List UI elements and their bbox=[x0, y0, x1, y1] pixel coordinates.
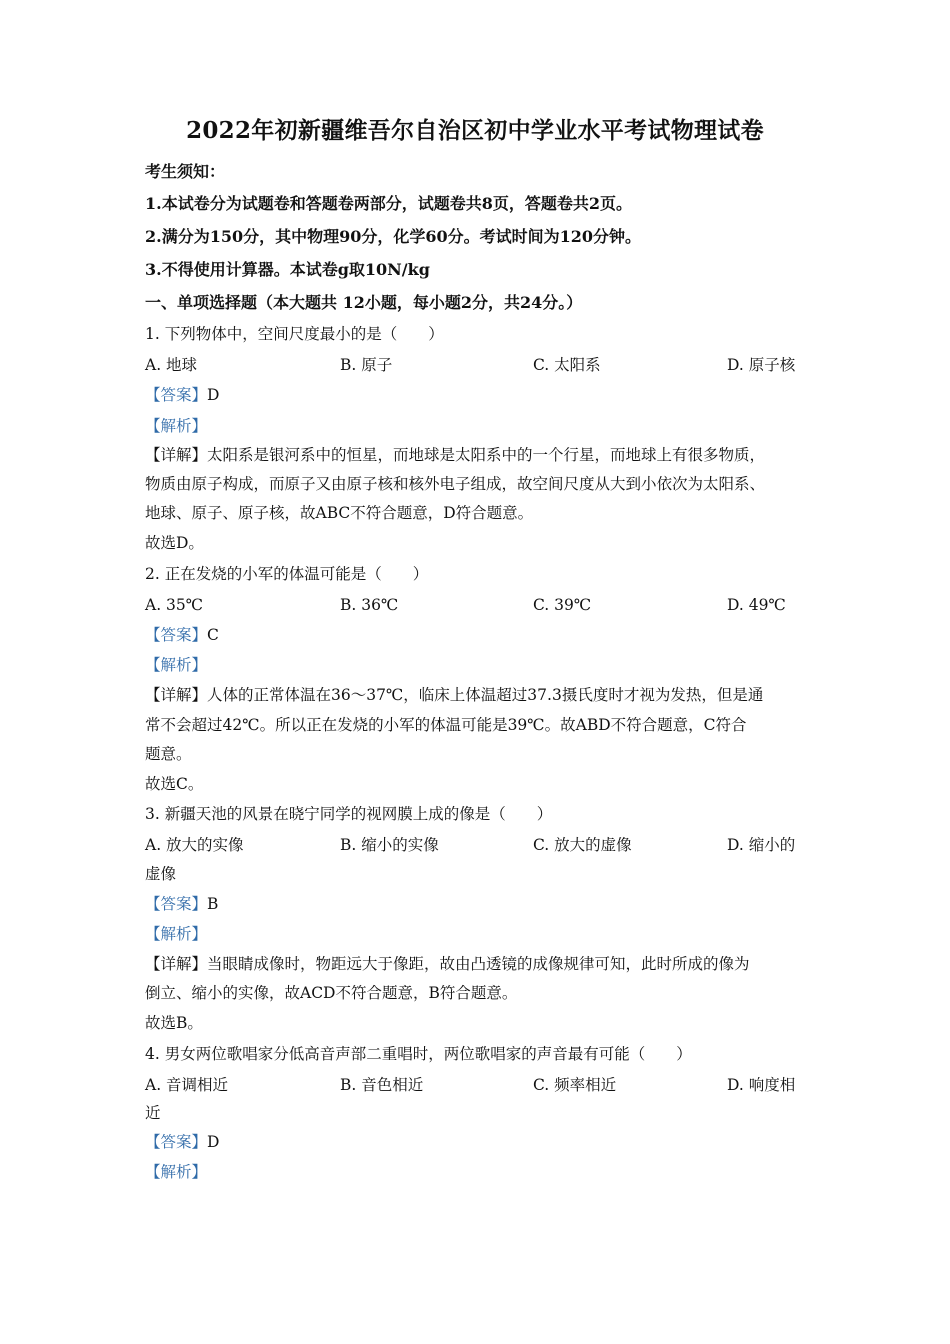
option-d: D. 响度相 bbox=[727, 1076, 796, 1094]
analysis-line bbox=[145, 655, 815, 675]
detail-text: 当眼睛成像时，物距远大于像距，故由凸透镜的成像规律可知，此时所成的像为 bbox=[207, 955, 750, 973]
analysis-line bbox=[145, 1162, 815, 1182]
notice-item: 1.本试卷分为试题卷和答题卷两部分，试题卷共8页，答题卷共2页。 bbox=[145, 194, 632, 213]
conclusion: 故选C。 bbox=[145, 775, 204, 793]
detail-text: 题意。 bbox=[145, 745, 192, 763]
section-heading: 一、单项选择题（本大题共 12小题，每小题2分，共24分。） bbox=[145, 293, 583, 312]
analysis-tag: 【解析】 bbox=[145, 417, 208, 435]
conclusion: 故选D。 bbox=[145, 534, 204, 552]
option-d: D. 缩小的 bbox=[727, 836, 796, 854]
detail-line bbox=[145, 445, 815, 465]
option-d: D. 原子核 bbox=[727, 356, 796, 374]
option-wrap: 虚像 bbox=[145, 865, 177, 883]
detail-text: 太阳系是银河系中的恒星，而地球是太阳系中的一个行星，而地球上有很多物质， bbox=[207, 446, 766, 464]
question-stem: 1. 下列物体中，空间尺度最小的是（ ） bbox=[145, 325, 444, 343]
detail-line bbox=[145, 954, 815, 974]
answer-tag: 【答案】 bbox=[145, 1133, 208, 1151]
option-c: C. 频率相近 bbox=[533, 1076, 617, 1094]
option-c: C. 放大的虚像 bbox=[533, 836, 632, 854]
analysis-tag: 【解析】 bbox=[145, 1163, 208, 1181]
answer-value: C bbox=[207, 626, 219, 644]
answer-line bbox=[145, 1132, 815, 1152]
option-b: B. 音色相近 bbox=[340, 1076, 424, 1094]
option-d: D. 49℃ bbox=[727, 596, 786, 614]
detail-text: 物质由原子构成，而原子又由原子核和核外电子组成，故空间尺度从大到小依次为太阳系、 bbox=[145, 475, 766, 493]
analysis-tag: 【解析】 bbox=[145, 925, 208, 943]
detail-tag: 【详解】 bbox=[145, 446, 208, 464]
answer-tag: 【答案】 bbox=[145, 626, 208, 644]
option-b: B. 缩小的实像 bbox=[340, 836, 439, 854]
notice-item: 2.满分为150分，其中物理90分，化学60分。考试时间为120分钟。 bbox=[145, 227, 642, 246]
conclusion: 故选B。 bbox=[145, 1014, 203, 1032]
detail-text: 地球、原子、原子核，故ABC不符合题意，D符合题意。 bbox=[145, 504, 534, 522]
detail-tag: 【详解】 bbox=[145, 686, 208, 704]
option-a: A. 地球 bbox=[145, 356, 198, 374]
question-stem: 4. 男女两位歌唱家分低高音声部二重唱时，两位歌唱家的声音最有可能（ ） bbox=[145, 1045, 692, 1063]
question-stem: 3. 新疆天池的风景在晓宁同学的视网膜上成的像是（ ） bbox=[145, 805, 553, 823]
answer-tag: 【答案】 bbox=[145, 895, 208, 913]
option-c: C. 太阳系 bbox=[533, 356, 601, 374]
answer-tag: 【答案】 bbox=[145, 386, 208, 404]
option-a: A. 放大的实像 bbox=[145, 836, 244, 854]
option-c: C. 39℃ bbox=[533, 596, 592, 614]
option-b: B. 36℃ bbox=[340, 596, 399, 614]
option-b: B. 原子 bbox=[340, 356, 393, 374]
analysis-line bbox=[145, 416, 815, 436]
detail-text: 人体的正常体温在36～37℃，临床上体温超过37.3摄氏度时才视为发热，但是通 bbox=[207, 686, 764, 704]
detail-tag: 【详解】 bbox=[145, 955, 208, 973]
option-wrap: 近 bbox=[145, 1104, 161, 1122]
answer-line bbox=[145, 894, 815, 914]
page-title: 2022年初新疆维吾尔自治区初中学业水平考试物理试卷 bbox=[186, 117, 764, 144]
answer-value: D bbox=[207, 1133, 220, 1151]
detail-line bbox=[145, 685, 815, 705]
answer-line bbox=[145, 385, 815, 405]
question-stem: 2. 正在发烧的小军的体温可能是（ ） bbox=[145, 565, 429, 583]
detail-text: 倒立、缩小的实像，故ACD不符合题意，B符合题意。 bbox=[145, 984, 518, 1002]
answer-value: D bbox=[207, 386, 220, 404]
analysis-line bbox=[145, 924, 815, 944]
notice-heading: 考生须知： bbox=[145, 162, 226, 181]
option-a: A. 音调相近 bbox=[145, 1076, 229, 1094]
answer-line bbox=[145, 625, 815, 645]
answer-value: B bbox=[207, 895, 219, 913]
analysis-tag: 【解析】 bbox=[145, 656, 208, 674]
detail-text: 常不会超过42℃。所以正在发烧的小军的体温可能是39℃。故ABD不符合题意，C符合 bbox=[145, 716, 747, 734]
option-a: A. 35℃ bbox=[145, 596, 204, 614]
notice-item: 3.不得使用计算器。本试卷g取10N/kg bbox=[145, 260, 430, 279]
